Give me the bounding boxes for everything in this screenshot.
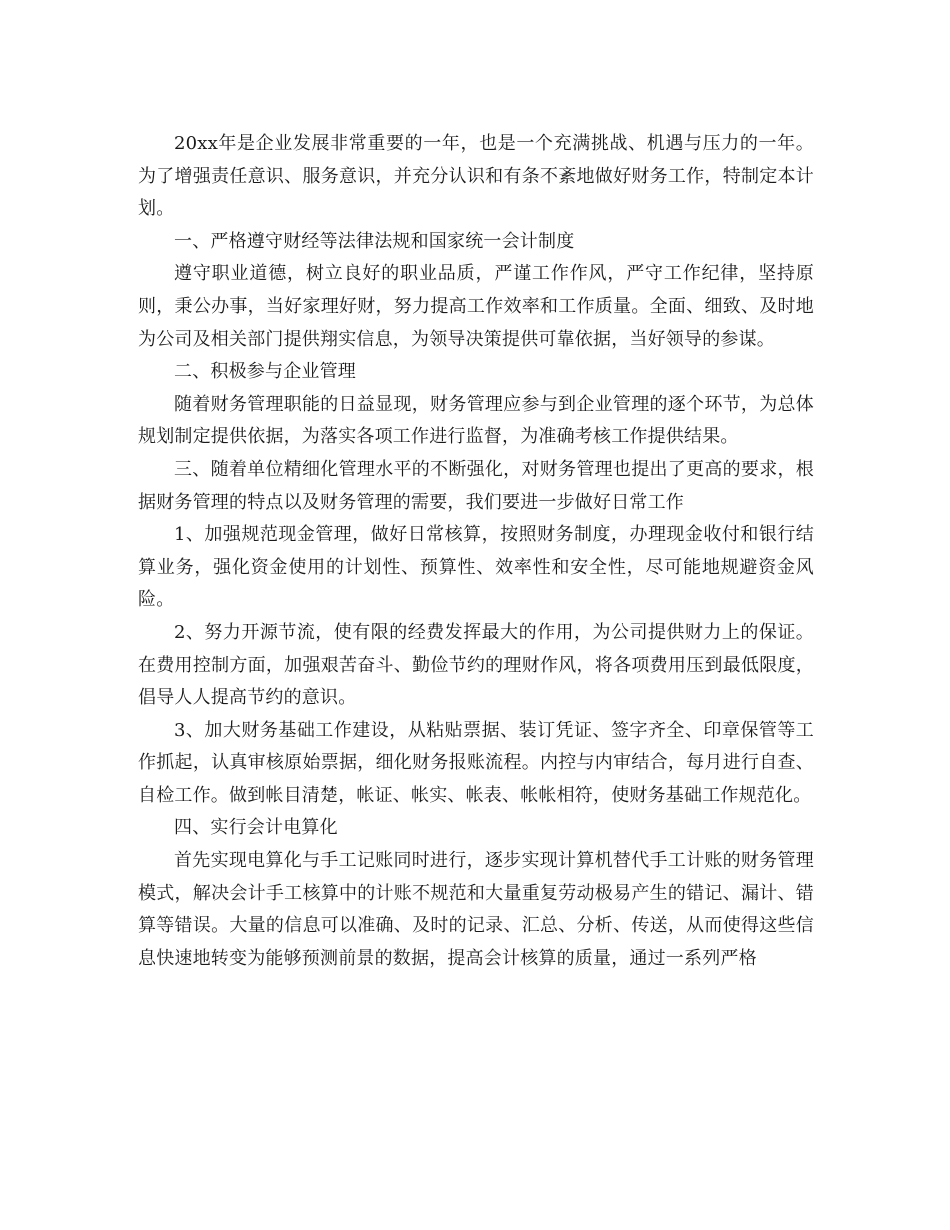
section-body-4: 首先实现电算化与手工记账同时进行，逐步实现计算机替代手工计账的财务管理模式，解决会计手工核算中的计账不规范和大量重复劳动极易产生的错记、漏计、错算等错误。大量的信息可以准确、及时的记录、汇总、分析、传送，从而使得这些信息快速地转变为能够预测前景的数据，提高会计核算的质量，通过一系列严格 bbox=[138, 850, 814, 969]
section-body-1: 遵守职业道德，树立良好的职业品质，严谨工作作风，严守工作纪律，坚持原则，秉公办事，当好家理好财，努力提高工作效率和工作质量。全面、细致、及时地为公司及相关部门提供翔实信息，为领导决策提供可靠依据，当好领导的参谋。 bbox=[138, 263, 814, 350]
list-item-2: 2、努力开源节流，使有限的经费发挥最大的作用，为公司提供财力上的保证。在费用控制方面，加强艰苦奋斗、勤俭节约的理财作风，将各项费用压到最低限度，倡导人人提高节约的意识。 bbox=[138, 621, 814, 709]
section-heading-4: 四、实行会计电算化 bbox=[174, 817, 338, 839]
section-body-2: 随着财务管理职能的日益显现，财务管理应参与到企业管理的逐个环节，为总体规划制定提供依据，为落实各项工作进行监督，为准确考核工作提供结果。 bbox=[138, 393, 814, 448]
intro-paragraph: 20xx年是企业发展非常重要的一年，也是一个充满挑战、机遇与压力的一年。为了增强责任意识、服务意识，并充分认识和有条不紊地做好财务工作，特制定本计划。 bbox=[138, 133, 814, 220]
section-heading-1: 一、严格遵守财经等法律法规和国家统一会计制度 bbox=[174, 230, 575, 252]
section-heading-3: 三、随着单位精细化管理水平的不断强化，对财务管理也提出了更高的要求，根据财务管理的特点以及财务管理的需要，我们要进一步做好日常工作 bbox=[138, 458, 814, 513]
document-page bbox=[138, 128, 814, 975]
section-heading-2: 二、积极参与企业管理 bbox=[174, 361, 356, 383]
list-item-1: 1、加强规范现金管理，做好日常核算，按照财务制度，办理现金收付和银行结算业务，强化资金使用的计划性、预算性、效率性和安全性，尽可能地规避资金风险。 bbox=[138, 524, 814, 611]
list-item-3: 3、加大财务基础工作建设，从粘贴票据、装订凭证、签字齐全、印章保管等工作抓起，认真审核原始票据，细化财务报账流程。内控与内审结合，每月进行自查、自检工作。做到帐目清楚，帐证、帐实、帐表、帐帐相符，使财务基础工作规范化。 bbox=[138, 719, 814, 806]
